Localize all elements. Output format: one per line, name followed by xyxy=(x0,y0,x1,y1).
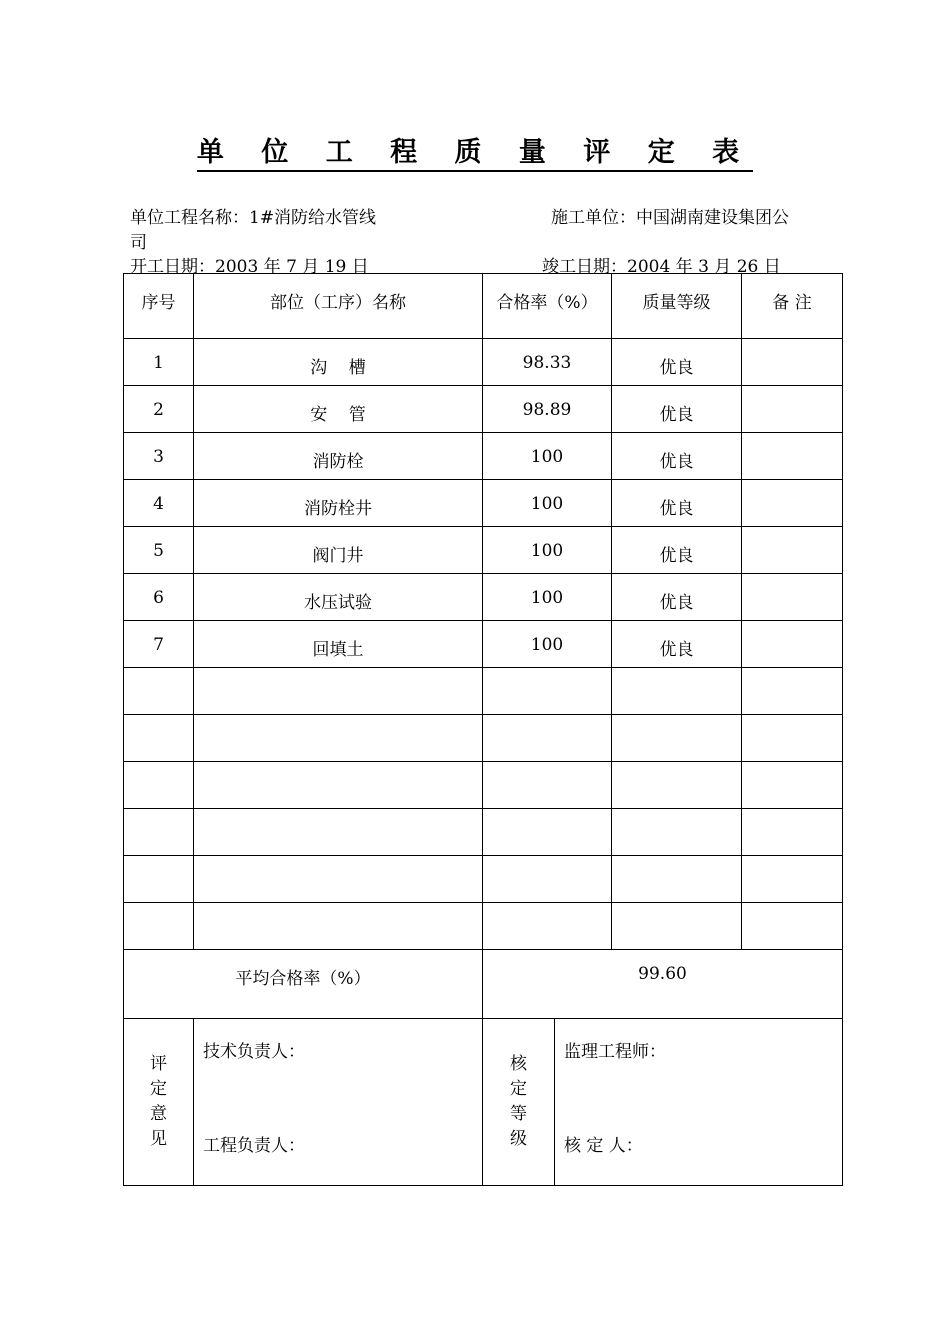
table-row xyxy=(124,762,843,809)
row-remark xyxy=(742,856,843,903)
row-grade xyxy=(612,762,742,809)
row-grade: 优良 xyxy=(612,339,742,386)
row-name: 阀门井 xyxy=(194,527,483,574)
opinion-char: 见 xyxy=(150,1129,167,1149)
row-no xyxy=(124,856,194,903)
evaluation-table xyxy=(123,273,843,1186)
contractor: 施工单位：中国湖南建设集团公 xyxy=(551,208,789,228)
row-rate xyxy=(483,903,612,950)
row-rate xyxy=(483,856,612,903)
signature-row xyxy=(124,1019,843,1186)
row-rate: 98.89 xyxy=(483,386,612,433)
opinion-char: 意 xyxy=(150,1104,167,1124)
row-rate xyxy=(483,762,612,809)
row-name: 安 管 xyxy=(194,386,483,433)
row-no: 1 xyxy=(124,339,194,386)
row-grade: 优良 xyxy=(612,480,742,527)
table-row xyxy=(124,386,843,433)
row-grade: 优良 xyxy=(612,433,742,480)
row-name xyxy=(194,809,483,856)
average-row xyxy=(124,950,843,1019)
end-date: 竣工日期：2004 年 3 月 26 日 xyxy=(542,257,781,277)
row-remark xyxy=(742,433,843,480)
row-remark xyxy=(742,339,843,386)
row-remark xyxy=(742,903,843,950)
row-grade xyxy=(612,668,742,715)
header-grade: 质量等级 xyxy=(612,274,742,339)
row-no xyxy=(124,715,194,762)
row-remark xyxy=(742,762,843,809)
header-rate: 合格率（%） xyxy=(483,274,612,339)
row-rate xyxy=(483,668,612,715)
header-row xyxy=(124,274,843,339)
row-no xyxy=(124,668,194,715)
average-label: 平均合格率（%） xyxy=(124,950,483,1019)
row-remark xyxy=(742,386,843,433)
project-lead-field: 工程负责人： xyxy=(203,1136,305,1156)
row-name: 回填土 xyxy=(194,621,483,668)
row-rate: 100 xyxy=(483,621,612,668)
row-remark xyxy=(742,621,843,668)
header-remark: 备 注 xyxy=(742,274,843,339)
grade-char: 定 xyxy=(510,1079,527,1099)
row-grade: 优良 xyxy=(612,621,742,668)
supervisor-field: 监理工程师： xyxy=(564,1042,666,1062)
row-rate: 100 xyxy=(483,574,612,621)
row-grade xyxy=(612,715,742,762)
table-row xyxy=(124,433,843,480)
grade-char: 等 xyxy=(510,1104,527,1124)
row-no: 5 xyxy=(124,527,194,574)
tech-lead-field: 技术负责人： xyxy=(203,1042,305,1062)
table-row xyxy=(124,809,843,856)
row-remark xyxy=(742,715,843,762)
grade-label xyxy=(483,1019,555,1186)
row-rate: 100 xyxy=(483,527,612,574)
row-no: 4 xyxy=(124,480,194,527)
row-remark xyxy=(742,668,843,715)
row-rate: 100 xyxy=(483,480,612,527)
row-grade: 优良 xyxy=(612,386,742,433)
row-name: 消防栓 xyxy=(194,433,483,480)
row-rate xyxy=(483,809,612,856)
table-row xyxy=(124,903,843,950)
table-row xyxy=(124,339,843,386)
project-name: 单位工程名称：1#消防给水管线 xyxy=(130,208,377,228)
row-name xyxy=(194,715,483,762)
table-row xyxy=(124,527,843,574)
table-row xyxy=(124,715,843,762)
row-name xyxy=(194,903,483,950)
table-row xyxy=(124,574,843,621)
row-remark xyxy=(742,527,843,574)
row-no xyxy=(124,809,194,856)
grade-signatures xyxy=(555,1019,843,1186)
start-date: 开工日期：2003 年 7 月 19 日 xyxy=(130,257,369,277)
row-rate: 100 xyxy=(483,433,612,480)
row-rate: 98.33 xyxy=(483,339,612,386)
row-no: 6 xyxy=(124,574,194,621)
table-row xyxy=(124,480,843,527)
contractor-wrap: 司 xyxy=(130,233,147,253)
row-name: 沟 槽 xyxy=(194,339,483,386)
row-no xyxy=(124,903,194,950)
header-name: 部位（工序）名称 xyxy=(194,274,483,339)
table-row xyxy=(124,668,843,715)
opinion-char: 定 xyxy=(150,1079,167,1099)
opinion-label xyxy=(124,1019,194,1186)
row-grade xyxy=(612,856,742,903)
average-value: 99.60 xyxy=(483,950,843,1019)
table-row xyxy=(124,621,843,668)
header-no: 序号 xyxy=(124,274,194,339)
row-no xyxy=(124,762,194,809)
row-no: 2 xyxy=(124,386,194,433)
row-name: 水压试验 xyxy=(194,574,483,621)
row-grade xyxy=(612,809,742,856)
row-grade: 优良 xyxy=(612,527,742,574)
row-name: 消防栓井 xyxy=(194,480,483,527)
row-no: 7 xyxy=(124,621,194,668)
opinion-signatures xyxy=(194,1019,483,1186)
grade-char: 级 xyxy=(510,1129,527,1149)
form-title-text: 单 位 工 程 质 量 评 定 表 xyxy=(197,137,753,172)
row-name xyxy=(194,856,483,903)
row-name xyxy=(194,762,483,809)
row-rate xyxy=(483,715,612,762)
row-name xyxy=(194,668,483,715)
verifier-field: 核 定 人： xyxy=(564,1136,643,1156)
form-title xyxy=(0,130,950,169)
grade-char: 核 xyxy=(510,1054,527,1074)
table-row xyxy=(124,856,843,903)
row-no: 3 xyxy=(124,433,194,480)
row-remark xyxy=(742,480,843,527)
row-remark xyxy=(742,574,843,621)
opinion-char: 评 xyxy=(150,1054,167,1074)
row-grade xyxy=(612,903,742,950)
row-remark xyxy=(742,809,843,856)
row-grade: 优良 xyxy=(612,574,742,621)
